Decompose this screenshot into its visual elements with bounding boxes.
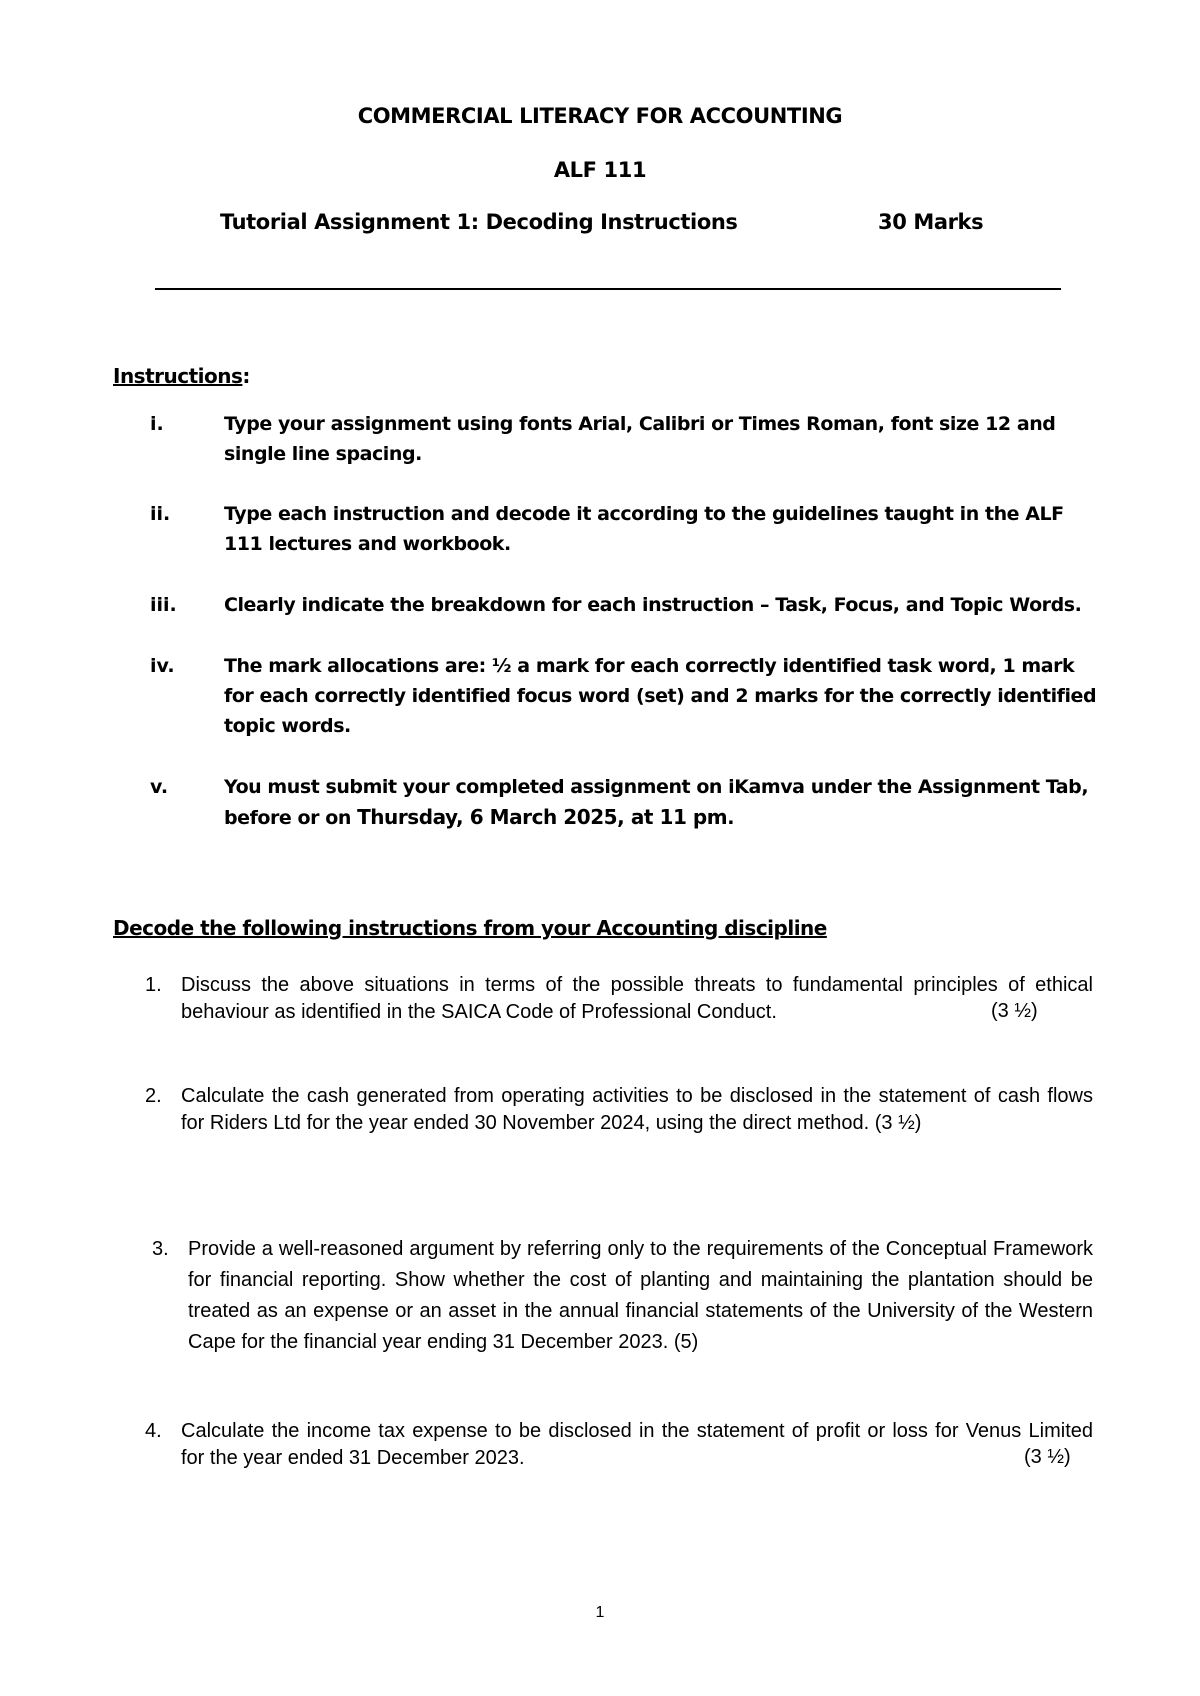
instruction-number: iii. <box>150 594 177 616</box>
question-text: Calculate the income tax expense to be disclosed in the statement of profit or loss for Venus Limited for the year ended 31 December 2023. <box>181 1420 1093 1469</box>
decode-heading: Decode the following instructions from your Accounting discipline <box>113 916 827 940</box>
course-title: COMMERCIAL LITERACY FOR ACCOUNTING <box>357 104 843 128</box>
course-code: ALF 111 <box>553 158 647 182</box>
question-marks: (3 ½) <box>1024 1446 1071 1468</box>
header-divider <box>155 288 1061 290</box>
question-text: Calculate the cash generated from operating activities to be disclosed in the statement of cash flows for Riders Ltd for the year ended 30 November 2024, using the direct method. (3 ½) <box>181 1085 1093 1134</box>
question-number: 3. <box>152 1238 169 1260</box>
total-marks: 30 Marks <box>878 210 984 234</box>
page-number: 1 <box>595 1604 605 1621</box>
question-number: 1. <box>145 974 162 996</box>
question-number: 4. <box>145 1420 162 1442</box>
question-number: 2. <box>145 1085 162 1107</box>
instruction-text-part: . <box>727 807 734 829</box>
instruction-text: The mark allocations are: ½ a mark for each correctly identified task word, 1 mark for each correctly identified focus word (set) and 2 marks for the correctly identified topic words. <box>224 655 1097 737</box>
question-marks: (3 ½) <box>991 1000 1038 1022</box>
assignment-title: Tutorial Assignment 1: Decoding Instructions <box>220 210 738 234</box>
instruction-text-part: You must submit your completed assignment on iKamva under the Assignment Tab, before or on <box>224 776 1089 829</box>
instruction-text: Clearly indicate the breakdown for each instruction – Task, Focus, and Topic Words. <box>224 594 1082 616</box>
instruction-number: i. <box>150 413 164 435</box>
instructions-heading-label: Instructions <box>113 364 243 388</box>
instruction-number: v. <box>150 776 169 798</box>
instruction-text: Type each instruction and decode it according to the guidelines taught in the ALF 111 lectures and workbook. <box>224 503 1064 555</box>
instruction-number: ii. <box>150 503 171 525</box>
instruction-text: Type your assignment using fonts Arial, Calibri or Times Roman, font size 12 and single line spacing. <box>224 413 1056 465</box>
instruction-text <box>224 772 1104 833</box>
instructions-heading-colon: : <box>242 364 250 388</box>
submission-deadline: Thursday, 6 March 2025, at 11 pm <box>357 805 728 829</box>
question-text: Discuss the above situations in terms of the possible threats to fundamental principles of ethical behaviour as identified in the SAICA Code of Professional Conduct. <box>181 974 1093 1023</box>
instruction-number: iv. <box>150 655 175 677</box>
question-text: Provide a well-reasoned argument by referring only to the requirements of the Conceptual Framework for financial reporting. Show whether the cost of planting and maintaining the plantation should be treated as an expense or an asset in the annual financial statements of the University of the Western Cape for the financial year ending 31 December 2023. (5) <box>188 1238 1093 1353</box>
instructions-heading <box>113 364 250 388</box>
